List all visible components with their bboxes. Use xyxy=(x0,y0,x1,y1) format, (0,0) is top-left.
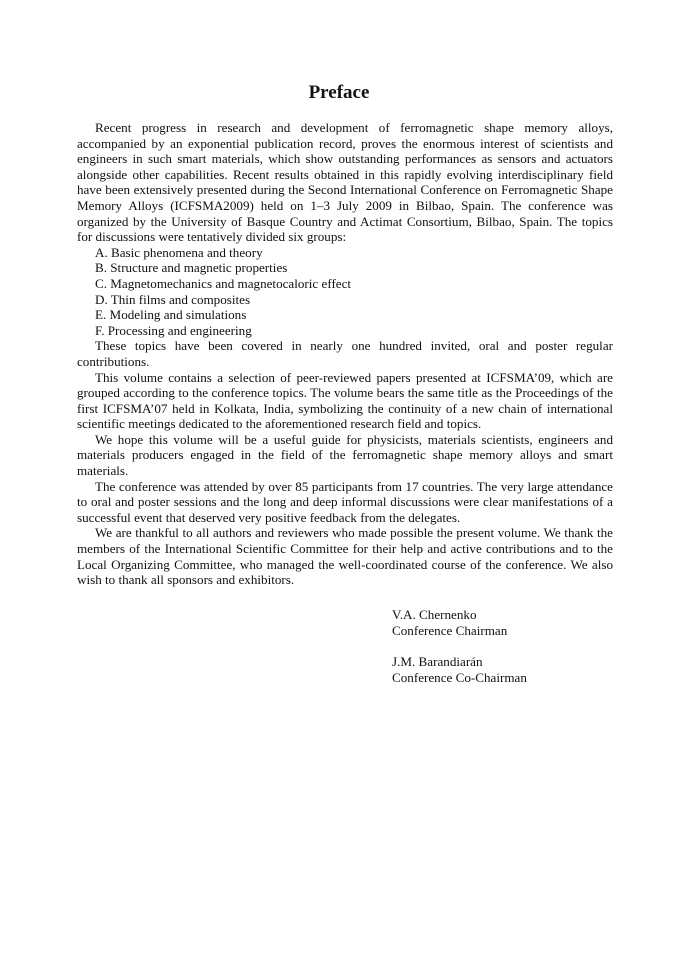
paragraph: These topics have been covered in nearly one hundred invited, oral and poster regular contributions. xyxy=(77,338,613,369)
topic-item: F. Processing and engineering xyxy=(95,322,252,338)
paragraph: Recent progress in research and development of ferromagnetic shape memory alloys, accompanied by an exponential publication record, proves the enormous interest of scientists and engineers in such smart materials, which show outstanding performances as sensors and actuators alongside other capabilities. Recent results obtained in this rapidly evolving interdisciplinary field have been extensively presented during the Second International Conference on Ferromagnetic Shape Memory Alloys (ICFSMA2009) held on 1–3 July 2009 in Bilbao, Spain. The conference was organized by the University of Basque Country and Actimat Consortium, Bilbao, Spain. The topics for discussions were tentatively divided six groups: xyxy=(77,120,613,245)
topic-item: D. Thin films and composites xyxy=(95,291,251,307)
preface-body xyxy=(77,120,613,588)
topic-item: C. Magnetomechanics and magnetocaloric effect xyxy=(95,275,352,291)
signature-block xyxy=(392,607,527,686)
signer-role: Conference Co-Chairman xyxy=(392,669,527,685)
topic-item: B. Structure and magnetic properties xyxy=(95,260,288,276)
topic-item: A. Basic phenomena and theory xyxy=(95,244,263,260)
page-title: Preface xyxy=(308,82,370,103)
signer-role: Conference Chairman xyxy=(392,622,508,638)
topic-item: E. Modeling and simulations xyxy=(95,307,247,323)
paragraph: We hope this volume will be a useful guide for physicists, materials scientists, engineers and materials producers engaged in the field of the ferromagnetic shape memory alloys and smart materials. xyxy=(77,431,613,479)
paragraph: The conference was attended by over 85 participants from 17 countries. The very large attendance to oral and poster sessions and the long and deep informal discussions were clear manifestations of a successful event that deserved very positive feedback from the delegates. xyxy=(77,478,613,525)
signer-name: J.M. Barandiarán xyxy=(392,654,483,670)
paragraph: We are thankful to all authors and reviewers who made possible the present volume. We thank the members of the International Scientific Committee for their help and active contributions and to the Local Organizing Committee, who managed the well-coordinated course of the conference. We also wish to thank all sponsors and exhibitors. xyxy=(77,525,613,588)
signer-name: V.A. Chernenko xyxy=(392,607,477,622)
paragraph: This volume contains a selection of peer-reviewed papers presented at ICFSMA’09, which are grouped according to the conference topics. The volume bears the same title as the Proceedings of the first ICFSMA’07 held in Kolkata, India, symbolizing the continuity of a new chain of international scientific meetings dedicated to the aforementioned research field and topics. xyxy=(77,369,613,432)
